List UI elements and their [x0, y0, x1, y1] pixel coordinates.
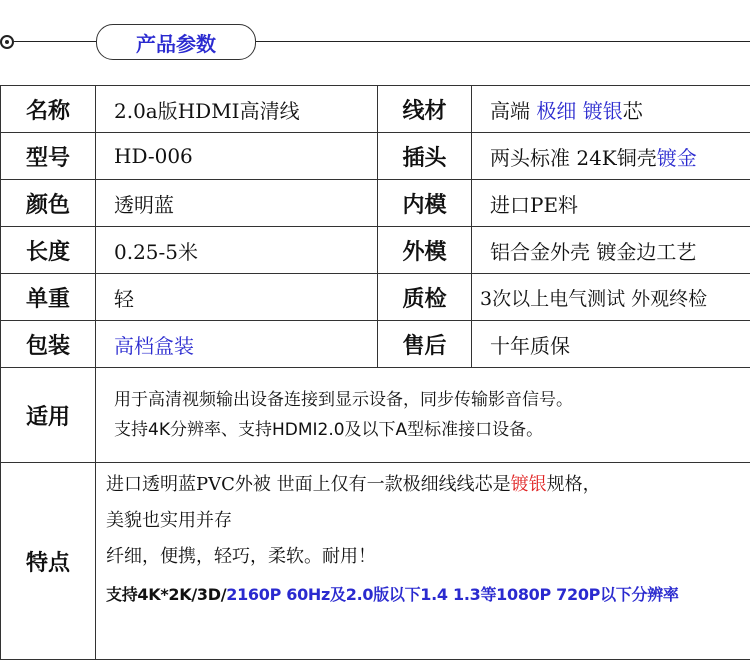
- spec-label: 内模: [378, 180, 472, 227]
- spec-label: 长度: [1, 227, 96, 274]
- spec-value: 轻: [96, 274, 378, 321]
- table-row: [1, 180, 750, 227]
- spec-label: 适用: [1, 368, 96, 463]
- spec-label: 插头: [378, 133, 472, 180]
- spec-value: 十年质保: [472, 321, 750, 368]
- spec-label: 质检: [378, 274, 472, 321]
- spec-label: 名称: [1, 86, 96, 133]
- table-row-application: [1, 368, 750, 463]
- spec-value: HD-006: [96, 133, 378, 180]
- application-line: 用于高清视频输出设备连接到显示设备，同步传输影音信号。: [114, 390, 573, 410]
- spec-value: 高端 极细 镀银芯: [472, 86, 750, 133]
- application-line: 支持4K分辨率、支持HDMI2.0及以下A型标准接口设备。: [114, 420, 544, 440]
- spec-label: 颜色: [1, 180, 96, 227]
- spec-value: 两头标准 24K铜壳镀金: [472, 133, 750, 180]
- table-row: [1, 274, 750, 321]
- table-row-features: [1, 463, 750, 660]
- table-row: [1, 133, 750, 180]
- spec-label: 售后: [378, 321, 472, 368]
- feature-line: 支持4K*2K/3D/2160P 60Hz及2.0版以下1.4 1.3等1080P 720P以下分辨率: [106, 585, 679, 604]
- spec-value: 2.0a版HDMI高清线: [96, 86, 378, 133]
- spec-label: 特点: [1, 463, 96, 660]
- table-row: [1, 321, 750, 368]
- spec-label: 线材: [378, 86, 472, 133]
- table-row: [1, 86, 750, 133]
- spec-table: [0, 85, 750, 660]
- spec-value: 铝合金外壳 镀金边工艺: [472, 227, 750, 274]
- spec-label: 包装: [1, 321, 96, 368]
- spec-value: 0.25-5米: [96, 227, 378, 274]
- spec-value: 进口PE料: [472, 180, 750, 227]
- spec-value: 高档盒装: [96, 321, 378, 368]
- circle-bullet-icon: [0, 35, 14, 49]
- spec-value: 3次以上电气测试 外观终检: [472, 274, 750, 321]
- feature-line: 美貌也实用并存: [106, 510, 232, 531]
- spec-label: 外模: [378, 227, 472, 274]
- application-text: [96, 368, 750, 463]
- section-title: 产品参数: [96, 24, 256, 60]
- feature-line: 纤细，便携，轻巧，柔软。耐用！: [106, 546, 376, 567]
- section-header: [0, 0, 750, 80]
- features-text: [96, 463, 750, 660]
- spec-label: 型号: [1, 133, 96, 180]
- feature-line: 进口透明蓝PVC外被 世面上仅有一款极细线线芯是镀银规格，: [106, 474, 601, 495]
- table-row: [1, 227, 750, 274]
- spec-label: 单重: [1, 274, 96, 321]
- spec-value: 透明蓝: [96, 180, 378, 227]
